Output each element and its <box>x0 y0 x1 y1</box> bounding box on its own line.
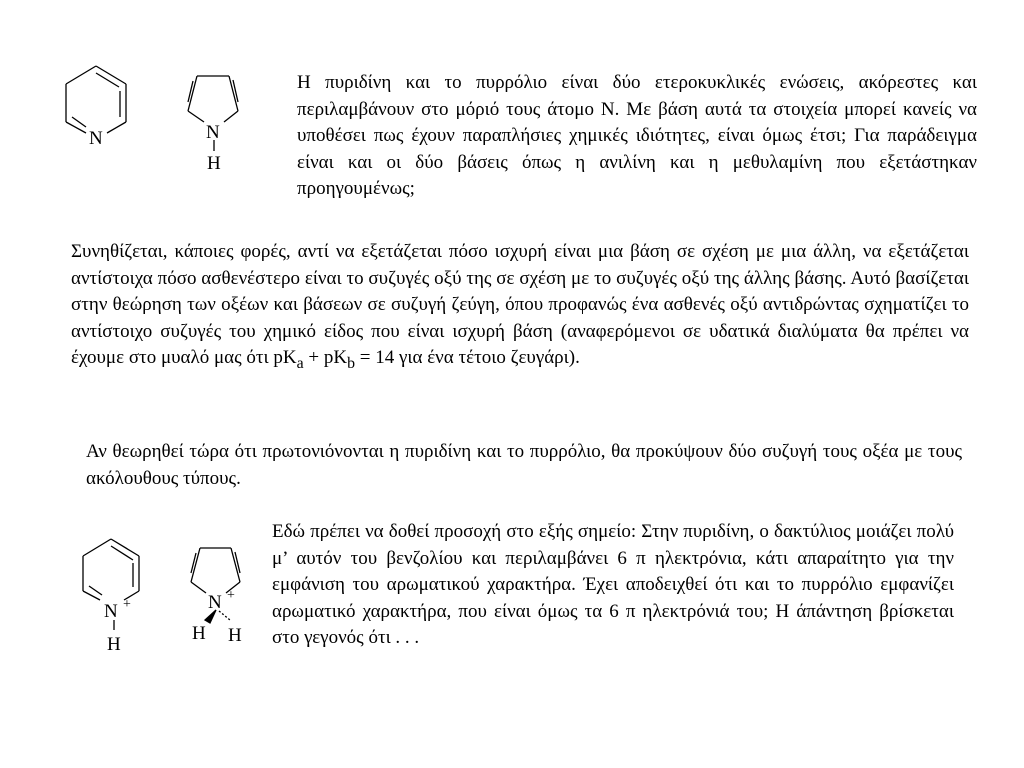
pyrrolium-n-label: N <box>208 592 222 613</box>
formula-plus: + <box>303 347 324 368</box>
intro-paragraph: Η πυριδίνη και το πυρρόλιο είναι δύο ετεροκυκλικές ενώσεις, ακόρεστες και περιλαμβάνουν στο μόριό τους άτομο N. Με βάση αυτά τα στοιχεία μπορεί κανείς να υποθέσει πως έχουν παραπλήσιες χημικές ιδιότητες, είναι όμως έτσι; Για παράδειγμα είναι και οι δύο βάσεις όπως η ανιλίνη και η μεθυλαμίνη που εξετάστηκαν προηγουμένως; <box>297 72 977 199</box>
pyrrolium-h2-label: H <box>228 625 242 646</box>
pkb-subscript: b <box>347 354 356 372</box>
formula-equals: = 14 <box>355 347 395 368</box>
pyrrolium-charge: + <box>227 588 235 603</box>
pyrrolium-structure <box>183 540 268 648</box>
pyrrolium-h1-label: H <box>192 623 206 644</box>
pyridine-n-label: N <box>89 128 103 149</box>
pyridinium-structure <box>72 533 162 657</box>
conjugate-acid-tail: για ένα τέτοιο ζευγάρι). <box>394 347 580 368</box>
pka-subscript: a <box>296 354 304 372</box>
pyridinium-n-label: N <box>104 601 118 622</box>
pyridine-structure <box>55 62 140 157</box>
pyrrole-h-label: H <box>207 153 221 174</box>
pyrrole-structure <box>180 68 260 176</box>
pka-formula <box>273 347 395 372</box>
conjugate-acid-text: Συνηθίζεται, κάποιες φορές, αντί να εξετάζεται πόσο ισχυρή είναι μια βάση σε σχέση με μια άλλη, να εξετάζεται αντίστοιχα πόσο ασθενέστερο είναι το συζυγές οξύ της σε σχέση με το συζυγές οξύ της άλλης βάσης. Αυτό βασίζεται στην θεώρηση των οξέων και βάσεων σε συζυγή ζεύγη, όπου προφανώς ένα ασθενές οξύ αντιδρώντας σχηματίζει το αντίστοιχο συζυγές του χημικό είδος που είναι ισχυρή βάση (αναφερόμενοι σε υδατικά διαλύματα θα πρέπει να έχουμε στο μυαλό μας ότι <box>71 241 969 368</box>
pyridinium-charge: + <box>123 597 131 612</box>
pka-symbol: pK <box>273 347 297 368</box>
pyrrole-n-label: N <box>206 122 220 143</box>
pkb-symbol: pK <box>323 347 348 368</box>
pyridinium-h-label: H <box>107 634 121 655</box>
protonation-paragraph: Αν θεωρηθεί τώρα ότι πρωτονιόνονται η πυριδίνη και το πυρρόλιο, θα προκύψουν δύο συζυγή τους οξέα με τους ακόλουθους τύπους. <box>86 441 962 489</box>
aromaticity-paragraph: Εδώ πρέπει να δοθεί προσοχή στο εξής σημείο: Στην πυριδίνη, ο δακτύλιος μοιάζει πολύ μ’ αυτόν του βενζολίου και περιλαμβάνει 6 π ηλεκτρόνια, κάτι απαραίτητο για την εμφάνιση του αρωματικού χαρακτήρα. Έχει αποδειχθεί ότι και το πυρρόλιο εμφανίζει αρωματικό χαρακτήρα, που είναι όμως τα 6 π ηλεκτρόνιά του; Η άπάντηση βρίσκεται στο γεγονός ότι . . . <box>272 521 954 648</box>
conjugate-acid-paragraph <box>71 239 969 377</box>
